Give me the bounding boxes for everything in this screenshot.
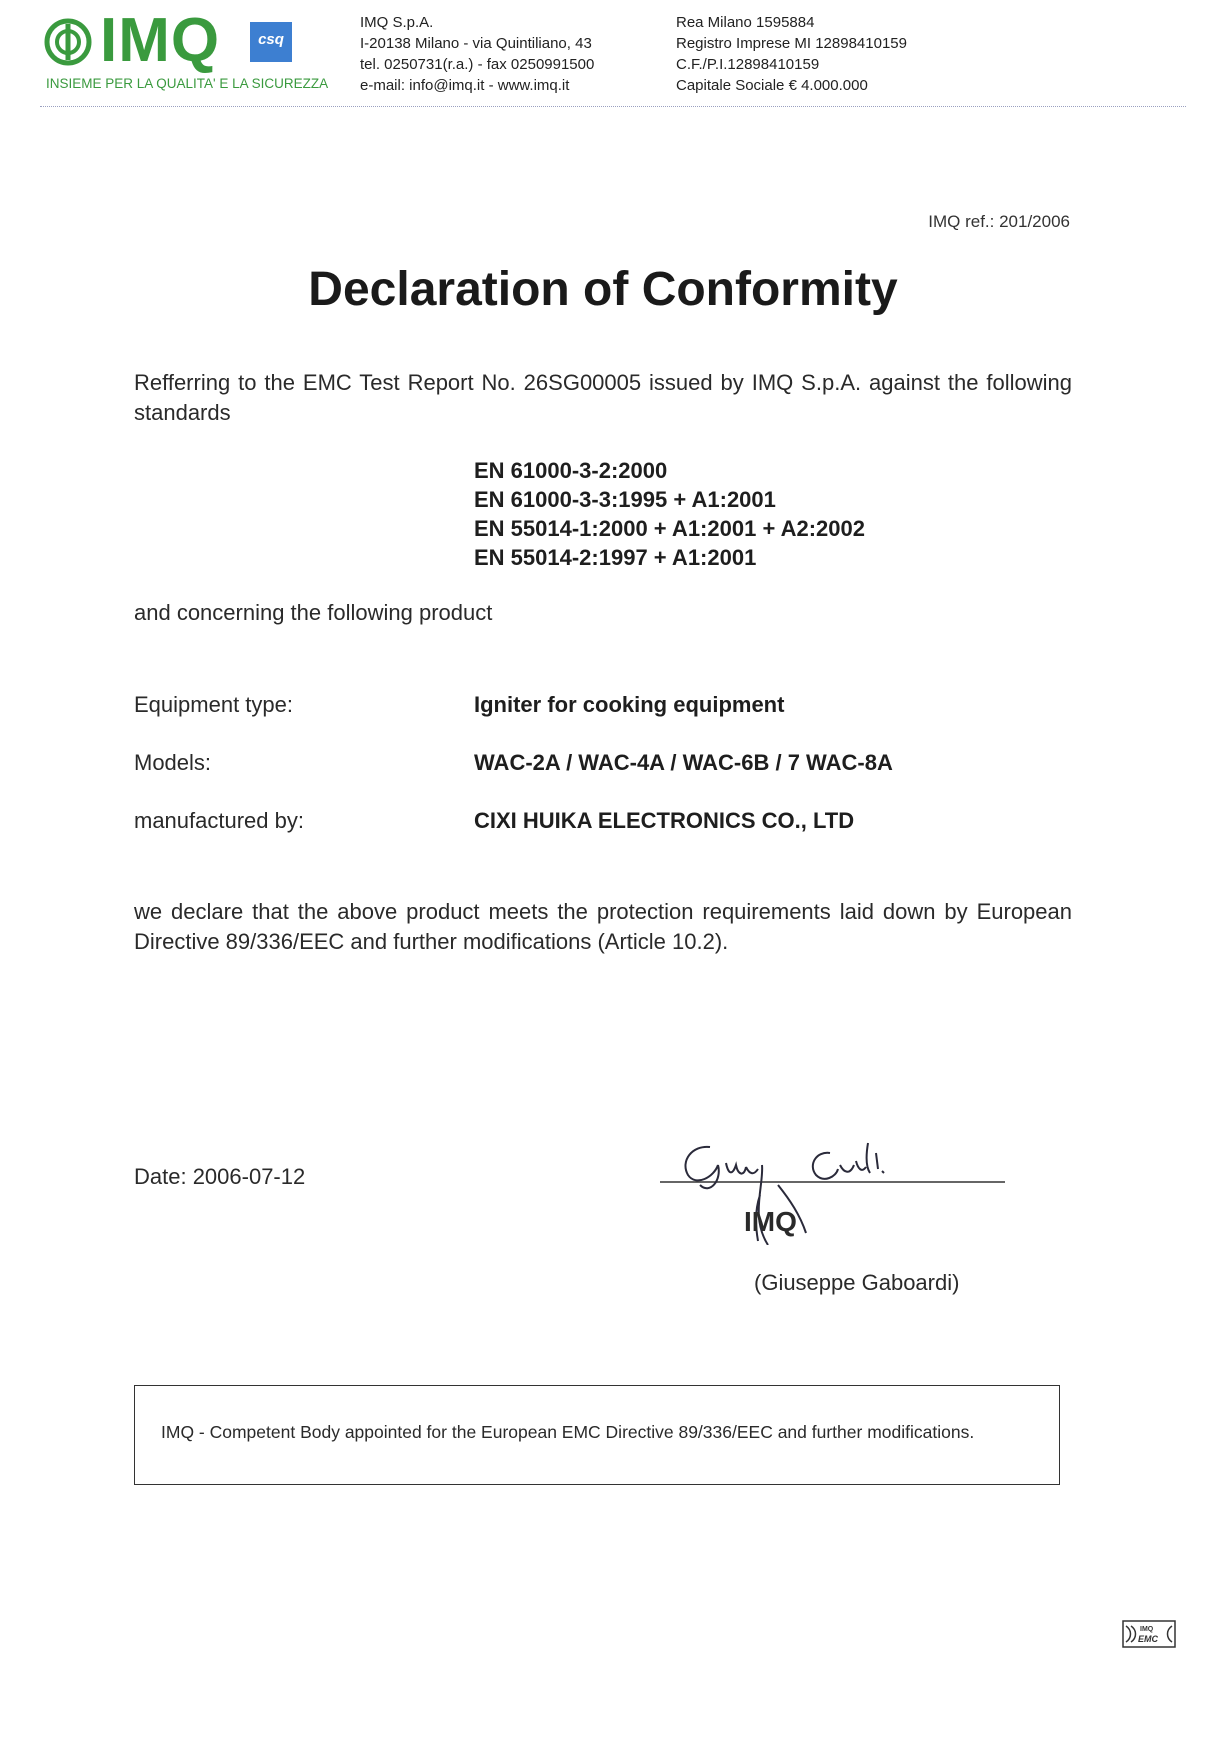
manufacturer-label: manufactured by:	[134, 808, 304, 833]
imq-emc-mark-icon	[1122, 1620, 1176, 1648]
registry-imprese: Registro Imprese MI 12898410159	[676, 35, 907, 52]
document-reference: IMQ ref.: 201/2006	[928, 212, 1070, 231]
header-divider	[40, 106, 1186, 107]
standards-list	[474, 456, 865, 572]
page-title: Declaration of Conformity	[308, 263, 898, 316]
company-address	[360, 12, 594, 96]
company-contact: e-mail: info@imq.it - www.imq.it	[360, 77, 570, 94]
company-name: IMQ S.p.A.	[360, 14, 434, 31]
standard-item: EN 61000-3-3:1995 + A1:2001	[474, 487, 776, 512]
stamp-text: IMQ	[744, 1206, 797, 1237]
signature-block	[640, 1125, 1020, 1245]
csq-badge: csq	[250, 22, 292, 62]
equipment-type-value: Igniter for cooking equipment	[474, 692, 785, 717]
imq-logo	[44, 6, 329, 98]
standard-item: EN 55014-1:2000 + A1:2001 + A2:2002	[474, 516, 865, 541]
standard-item: EN 61000-3-2:2000	[474, 458, 668, 483]
signatory-name: (Giuseppe Gaboardi)	[754, 1270, 960, 1295]
concerning-text: and concerning the following product	[134, 600, 493, 625]
handwritten-signature	[640, 1125, 1020, 1245]
registry-tax-id: C.F./P.I.12898410159	[676, 56, 820, 73]
svg-text:IMQ: IMQ	[1140, 1626, 1154, 1633]
equipment-type-label: Equipment type:	[134, 692, 293, 717]
notice-text: IMQ - Competent Body appointed for the European EMC Directive 89/336/EEC and further modifications.	[161, 1422, 975, 1442]
models-value: WAC-2A / WAC-4A / WAC-6B / 7 WAC-8A	[474, 750, 893, 775]
competent-body-notice	[134, 1385, 1060, 1485]
imq-emblem-icon	[44, 18, 92, 66]
registry-capital: Capitale Sociale € 4.000.000	[676, 77, 868, 94]
models-label: Models:	[134, 750, 212, 775]
company-street: I-20138 Milano - via Quintiliano, 43	[360, 35, 592, 52]
registry-rea: Rea Milano 1595884	[676, 14, 815, 31]
svg-text:EMC: EMC	[1138, 1634, 1158, 1644]
logo-tagline: INSIEME PER LA QUALITA' E LA SICUREZZA	[46, 76, 329, 91]
logo-text: IMQ	[100, 6, 221, 75]
manufacturer-value: CIXI HUIKA ELECTRONICS CO., LTD	[474, 808, 855, 833]
issue-date: Date: 2006-07-12	[134, 1164, 306, 1189]
company-registry	[676, 12, 907, 96]
company-phone: tel. 0250731(r.a.) - fax 0250991500	[360, 56, 595, 73]
standard-item: EN 55014-2:1997 + A1:2001	[474, 545, 757, 570]
intro-paragraph: Refferring to the EMC Test Report No. 26SG00005 issued by IMQ S.p.A. against the following standards	[134, 370, 1072, 425]
declaration-paragraph: we declare that the above product meets the protection requirements laid down by European Directive 89/336/EEC and further modifications (Article 10.2).	[134, 899, 1072, 954]
